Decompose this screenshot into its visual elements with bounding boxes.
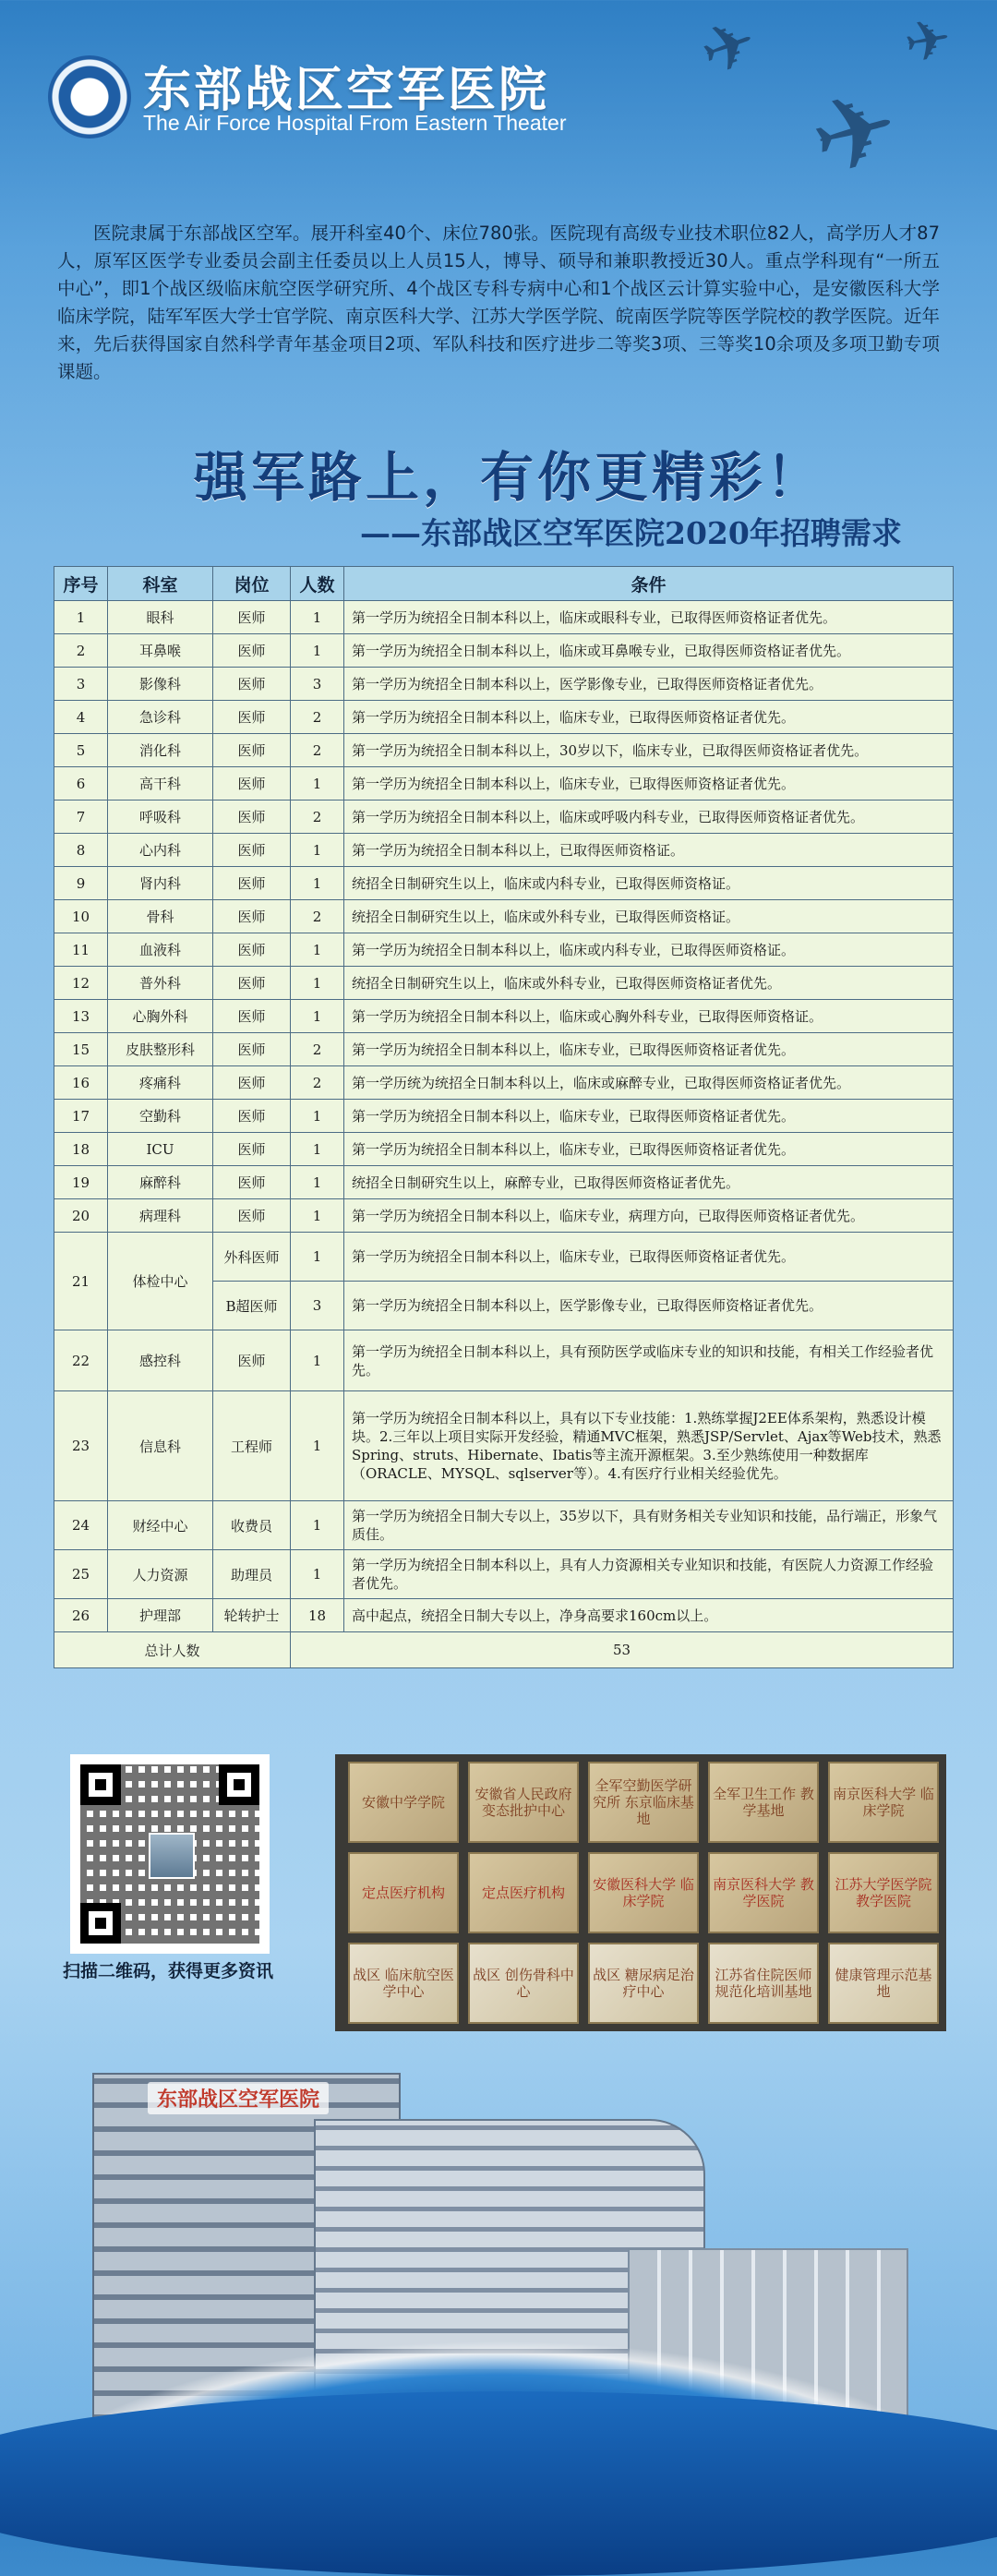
table-row — [54, 933, 954, 967]
plaque-text: 安徽省人民政府 变态批护中心 — [474, 1786, 572, 1819]
cell-num: 1 — [291, 634, 344, 668]
cell-cond: 第一学历为统招全日制本科以上，已取得医师资格证。 — [344, 834, 954, 867]
cell-no: 15 — [54, 1033, 108, 1066]
cell-dept: 病理科 — [108, 1199, 213, 1233]
cell-dept: 骨科 — [108, 900, 213, 933]
cell-dept: 普外科 — [108, 967, 213, 1000]
cell-dept: 影像科 — [108, 668, 213, 701]
total-label: 总计人数 — [54, 1632, 291, 1668]
cell-no: 23 — [54, 1391, 108, 1501]
plaque-text: 战区 创伤骨科中心 — [473, 1967, 574, 2000]
cell-post: 医师 — [213, 1166, 291, 1199]
cell-no: 10 — [54, 900, 108, 933]
cell-post: 外科医师 — [213, 1233, 291, 1282]
cell-num: 2 — [291, 734, 344, 767]
cell-post: 医师 — [213, 767, 291, 800]
cell-num: 1 — [291, 1233, 344, 1282]
cell-no: 11 — [54, 933, 108, 967]
cell-num: 1 — [291, 1501, 344, 1550]
cell-post: 助理员 — [213, 1550, 291, 1599]
honor-plaque — [468, 1943, 579, 2024]
cell-cond: 统招全日制研究生以上，临床或内科专业，已取得医师资格证。 — [344, 867, 954, 900]
cell-dept: 眼科 — [108, 601, 213, 634]
table-row — [54, 1166, 954, 1199]
cell-dept: 护理部 — [108, 1599, 213, 1632]
jet-icon: ✈ — [799, 65, 912, 201]
cell-cond: 第一学历为统招全日制本科以上，临床或内科专业，已取得医师资格证。 — [344, 933, 954, 967]
cell-num: 1 — [291, 1391, 344, 1501]
cell-post: 医师 — [213, 1000, 291, 1033]
cell-cond: 第一学历为统招全日制本科以上，具有以下专业技能：1.熟练掌握J2EE体系架构，熟悉设计模块。2.三年以上项目实际开发经验，精通MVC框架，熟悉JSP/Servlet、Ajax等Web技术，熟悉Spring、struts、Hibernate、Ibatis等主流开源框架。3.至少熟练使用一种数据库（ORACLE、MYSQL、sqlserver等）。4.有医疗行业相关经验优先。 — [344, 1391, 954, 1501]
cell-dept: 急诊科 — [108, 701, 213, 734]
honor-plaque — [348, 1852, 459, 1933]
qr-center-photo — [149, 1833, 195, 1879]
cell-post: 医师 — [213, 1100, 291, 1133]
cell-no: 18 — [54, 1133, 108, 1166]
table-row — [54, 900, 954, 933]
cell-no: 12 — [54, 967, 108, 1000]
cell-cond: 第一学历为统招全日制本科以上，临床专业，已取得医师资格证者优先。 — [344, 1133, 954, 1166]
table-row — [54, 668, 954, 701]
table-row — [54, 1501, 954, 1550]
cell-dept: 高干科 — [108, 767, 213, 800]
cell-dept: 疼痛科 — [108, 1066, 213, 1100]
table-row — [54, 1330, 954, 1391]
cell-post: 医师 — [213, 967, 291, 1000]
recruitment-table — [54, 566, 954, 1668]
cell-post: 医师 — [213, 1199, 291, 1233]
jet-icon: ✈ — [899, 6, 956, 78]
table-row — [54, 1599, 954, 1632]
cell-post: 医师 — [213, 734, 291, 767]
cell-num: 1 — [291, 1199, 344, 1233]
cell-post: 收费员 — [213, 1501, 291, 1550]
cell-no: 22 — [54, 1330, 108, 1391]
cell-post: 医师 — [213, 1066, 291, 1100]
cell-dept: ICU — [108, 1133, 213, 1166]
honor-plaque — [708, 1852, 819, 1933]
cell-post: 医师 — [213, 900, 291, 933]
honor-plaque — [588, 1762, 699, 1843]
honor-plaque — [348, 1762, 459, 1843]
cell-cond: 统招全日制研究生以上，临床或外科专业，已取得医师资格证。 — [344, 900, 954, 933]
cell-num: 18 — [291, 1599, 344, 1632]
cell-no: 21 — [54, 1233, 108, 1330]
table-row — [54, 800, 954, 834]
cell-no: 9 — [54, 867, 108, 900]
honor-plaques-photo — [335, 1754, 946, 2031]
table-row — [54, 1133, 954, 1166]
cell-num: 3 — [291, 668, 344, 701]
cell-post: 医师 — [213, 933, 291, 967]
cell-num: 2 — [291, 900, 344, 933]
plaque-text: 战区 糖尿病足治疗中心 — [593, 1967, 694, 2000]
cell-cond: 第一学历为统招全日制本科以上，临床或呼吸内科专业，已取得医师资格证者优先。 — [344, 800, 954, 834]
cell-dept: 血液科 — [108, 933, 213, 967]
cell-dept: 感控科 — [108, 1330, 213, 1391]
cell-num: 1 — [291, 933, 344, 967]
cell-num: 1 — [291, 1000, 344, 1033]
cell-post: 工程师 — [213, 1391, 291, 1501]
cell-num: 2 — [291, 800, 344, 834]
cell-dept: 体检中心 — [108, 1233, 213, 1330]
cell-post: 医师 — [213, 1133, 291, 1166]
honor-plaque — [468, 1852, 579, 1933]
cell-cond: 第一学历为统招全日制本科以上，具有人力资源相关专业知识和技能，有医院人力资源工作经验者优先。 — [344, 1550, 954, 1599]
cell-cond: 第一学历为统招全日制本科以上，医学影像专业，已取得医师资格证者优先。 — [344, 1282, 954, 1330]
cell-num: 3 — [291, 1282, 344, 1330]
cell-no: 2 — [54, 634, 108, 668]
cell-dept: 财经中心 — [108, 1501, 213, 1550]
cell-cond: 第一学历为统招全日制本科以上，临床专业，已取得医师资格证者优先。 — [344, 701, 954, 734]
total-row — [54, 1632, 954, 1668]
cell-post: B超医师 — [213, 1282, 291, 1330]
table-row — [54, 1233, 954, 1282]
cell-num: 1 — [291, 1166, 344, 1199]
cell-no: 8 — [54, 834, 108, 867]
jet-icon: ✈ — [690, 2, 767, 92]
cell-cond: 第一学历为统招全日制本科以上，具有预防医学或临床专业的知识和技能，有相关工作经验者优先。 — [344, 1330, 954, 1391]
slogan: 强军路上，有你更精彩！ — [194, 446, 824, 509]
cell-dept: 人力资源 — [108, 1550, 213, 1599]
plaque-text: 定点医疗机构 — [481, 1884, 565, 1901]
cell-num: 2 — [291, 1066, 344, 1100]
honor-plaque — [708, 1762, 819, 1843]
table-row — [54, 1033, 954, 1066]
table-row — [54, 1000, 954, 1033]
plaque-text: 南京医科大学 教学医院 — [713, 1876, 814, 1909]
honor-plaque — [588, 1943, 699, 2024]
cell-no: 24 — [54, 1501, 108, 1550]
plaque-text: 定点医疗机构 — [361, 1884, 445, 1901]
table-row — [54, 1066, 954, 1100]
table-row — [54, 1550, 954, 1599]
qr-code[interactable] — [70, 1754, 270, 1954]
plaque-text: 南京医科大学 临床学院 — [833, 1786, 934, 1819]
cell-no: 6 — [54, 767, 108, 800]
column-header: 序号 — [54, 567, 108, 601]
honor-plaque — [828, 1852, 939, 1933]
table-row — [54, 867, 954, 900]
cell-dept: 麻醉科 — [108, 1166, 213, 1199]
cell-dept: 呼吸科 — [108, 800, 213, 834]
table-row — [54, 1199, 954, 1233]
cell-no: 25 — [54, 1550, 108, 1599]
plaque-text: 全军卫生工作 教学基地 — [713, 1786, 814, 1819]
hospital-title-en: The Air Force Hospital From Eastern Theater — [143, 111, 567, 135]
cell-post: 医师 — [213, 1033, 291, 1066]
plaque-text: 江苏省住院医师 规范化培训基地 — [715, 1967, 812, 2000]
table-row — [54, 701, 954, 734]
recruitment-subtitle: ——东部战区空军医院2020年招聘需求 — [360, 515, 902, 551]
cell-cond: 第一学历为统招全日制本科以上，医学影像专业，已取得医师资格证者优先。 — [344, 668, 954, 701]
cell-cond: 第一学历为统招全日制大专以上，35岁以下，具有财务相关专业知识和技能，品行端正，形象气质佳。 — [344, 1501, 954, 1550]
qr-finder-icon — [80, 1764, 121, 1805]
cell-num: 1 — [291, 1550, 344, 1599]
table-row — [54, 1100, 954, 1133]
table-row — [54, 967, 954, 1000]
cell-post: 医师 — [213, 634, 291, 668]
cell-num: 2 — [291, 701, 344, 734]
plaque-text: 全军空勤医学研究所 东京临床基地 — [593, 1777, 694, 1827]
cell-num: 1 — [291, 767, 344, 800]
cell-cond: 第一学历为统招全日制本科以上，30岁以下，临床专业，已取得医师资格证者优先。 — [344, 734, 954, 767]
plaque-text: 安徽医科大学 临床学院 — [593, 1876, 694, 1909]
column-header: 条件 — [344, 567, 954, 601]
cell-no: 16 — [54, 1066, 108, 1100]
cell-dept: 心胸外科 — [108, 1000, 213, 1033]
cell-num: 1 — [291, 834, 344, 867]
intro-paragraph: 医院隶属于东部战区空军。展开科室40个、床位780张。医院现有高级专业技术职位82人，高学历人才87人，原军区医学专业委员会副主任委员以上人员15人，博导、硕导和兼职教授近30人。重点学科现有“一所五中心”，即1个战区级临床航空医学研究所、4个战区专科专病中心和1个战区云计算实验中心，是安徽医科大学临床学院，陆军军医大学士官学院、南京医科大学、江苏大学医学院、皖南医学院等医学院校的教学医院。近年来，先后获得国家自然科学青年基金项目2项、军队科技和医疗进步二等奖3项、三等奖10余项及多项卫勤专项课题。 — [57, 223, 940, 382]
cell-num: 1 — [291, 867, 344, 900]
cell-post: 医师 — [213, 601, 291, 634]
cell-num: 1 — [291, 967, 344, 1000]
honor-plaque — [468, 1762, 579, 1843]
cell-dept: 信息科 — [108, 1391, 213, 1501]
honor-plaque — [828, 1943, 939, 2024]
decorative-wave — [0, 2391, 997, 2576]
honor-plaque — [708, 1943, 819, 2024]
cell-cond: 高中起点，统招全日制大专以上，净身高要求160cm以上。 — [344, 1599, 954, 1632]
cell-cond: 第一学历统为统招全日制本科以上，临床或麻醉专业，已取得医师资格证者优先。 — [344, 1066, 954, 1100]
column-header: 岗位 — [213, 567, 291, 601]
cell-dept: 空勤科 — [108, 1100, 213, 1133]
honor-plaque — [348, 1943, 459, 2024]
table-row — [54, 634, 954, 668]
cell-post: 医师 — [213, 800, 291, 834]
cell-post: 医师 — [213, 701, 291, 734]
table-row — [54, 834, 954, 867]
cell-post: 医师 — [213, 867, 291, 900]
total-value: 53 — [291, 1632, 954, 1668]
cell-no: 13 — [54, 1000, 108, 1033]
cell-no: 7 — [54, 800, 108, 834]
cell-cond: 第一学历为统招全日制本科以上，临床专业，已取得医师资格证者优先。 — [344, 1033, 954, 1066]
cell-no: 20 — [54, 1199, 108, 1233]
cell-post: 医师 — [213, 834, 291, 867]
table-row — [54, 767, 954, 800]
plaque-text: 健康管理示范基地 — [835, 1967, 932, 2000]
table-row — [54, 734, 954, 767]
cell-post: 轮转护士 — [213, 1599, 291, 1632]
cell-post: 医师 — [213, 668, 291, 701]
column-header: 科室 — [108, 567, 213, 601]
cell-num: 2 — [291, 1033, 344, 1066]
table-row — [54, 1391, 954, 1501]
cell-num: 1 — [291, 601, 344, 634]
cell-post: 医师 — [213, 1330, 291, 1391]
cell-cond: 第一学历为统招全日制本科以上，临床专业，已取得医师资格证者优先。 — [344, 1233, 954, 1282]
plaque-text: 战区 临床航空医学中心 — [353, 1967, 454, 2000]
cell-cond: 统招全日制研究生以上，麻醉专业，已取得医师资格证者优先。 — [344, 1166, 954, 1199]
cell-cond: 第一学历为统招全日制本科以上，临床专业，已取得医师资格证者优先。 — [344, 1100, 954, 1133]
honor-plaque — [828, 1762, 939, 1843]
cell-num: 1 — [291, 1100, 344, 1133]
cell-no: 1 — [54, 601, 108, 634]
hospital-title: 东部战区空军医院 — [143, 63, 550, 118]
qr-finder-icon — [80, 1903, 121, 1944]
cell-cond: 第一学历为统招全日制本科以上，临床或眼科专业，已取得医师资格证者优先。 — [344, 601, 954, 634]
header — [0, 0, 997, 201]
cell-num: 1 — [291, 1330, 344, 1391]
cell-no: 17 — [54, 1100, 108, 1133]
building-sign: 东部战区空军医院 — [148, 2082, 329, 2114]
cell-dept: 皮肤整形科 — [108, 1033, 213, 1066]
cell-no: 3 — [54, 668, 108, 701]
plaque-text: 安徽中学学院 — [361, 1794, 445, 1811]
cell-cond: 第一学历为统招全日制本科以上，临床专业，已取得医师资格证者优先。 — [344, 767, 954, 800]
qr-caption: 扫描二维码，获得更多资讯 — [63, 1961, 274, 1981]
cell-dept: 消化科 — [108, 734, 213, 767]
cell-dept: 心内科 — [108, 834, 213, 867]
table-header-row — [54, 567, 954, 601]
plaque-text: 江苏大学医学院 教学医院 — [835, 1876, 932, 1909]
cell-dept: 耳鼻喉 — [108, 634, 213, 668]
cell-cond: 统招全日制研究生以上，临床或外科专业，已取得医师资格证者优先。 — [344, 967, 954, 1000]
cell-cond: 第一学历为统招全日制本科以上，临床专业，病理方向，已取得医师资格证者优先。 — [344, 1199, 954, 1233]
cell-cond: 第一学历为统招全日制本科以上，临床或耳鼻喉专业，已取得医师资格证者优先。 — [344, 634, 954, 668]
cell-no: 26 — [54, 1599, 108, 1632]
hospital-logo-icon — [48, 55, 131, 138]
cell-dept: 肾内科 — [108, 867, 213, 900]
qr-finder-icon — [219, 1764, 259, 1805]
cell-no: 5 — [54, 734, 108, 767]
column-header: 人数 — [291, 567, 344, 601]
table-row — [54, 601, 954, 634]
cell-num: 1 — [291, 1133, 344, 1166]
cell-no: 19 — [54, 1166, 108, 1199]
cell-cond: 第一学历为统招全日制本科以上，临床或心胸外科专业，已取得医师资格证。 — [344, 1000, 954, 1033]
honor-plaque — [588, 1852, 699, 1933]
cell-no: 4 — [54, 701, 108, 734]
